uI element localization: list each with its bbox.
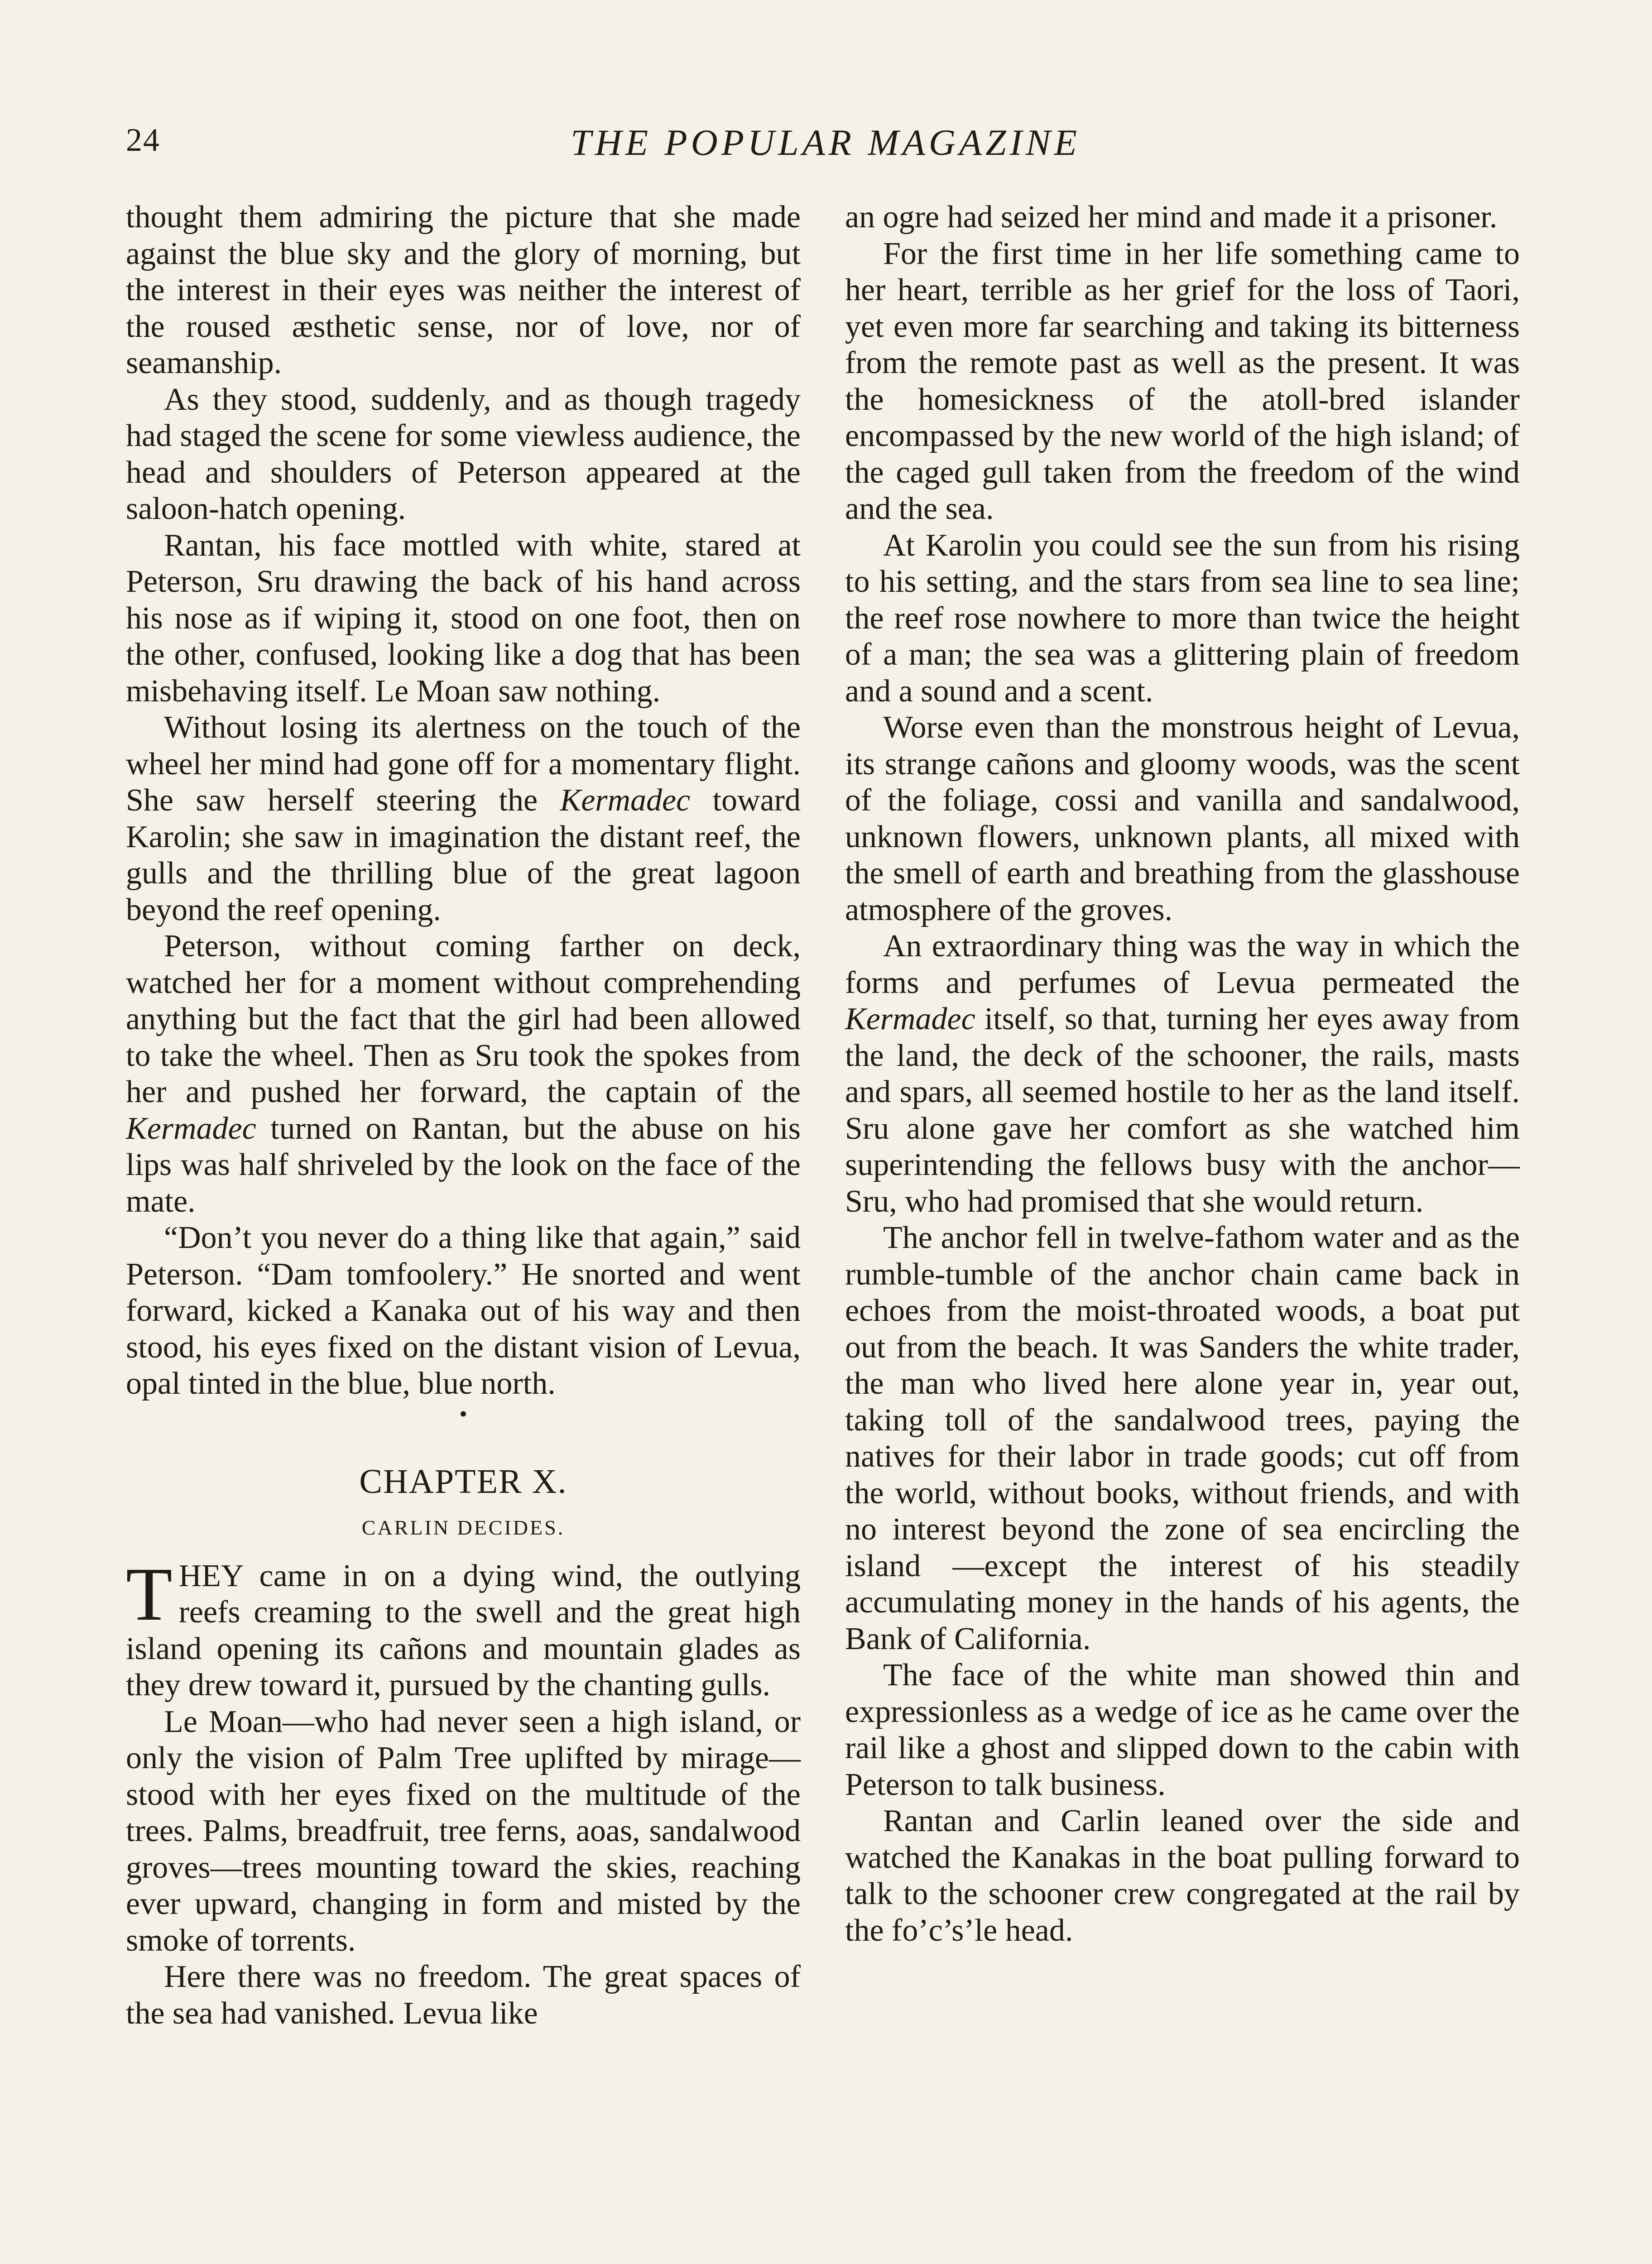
paragraph: At Karolin you could see the sun from his rising to his setting, and the stars from sea line to sea line; the reef rose nowhere to more than twice the height of a man; the sea was a glittering plain of freedom and a sound and a scent.: [845, 528, 1520, 709]
left-column: [126, 199, 801, 2032]
paragraph: Without losing its alertness on the touch of the wheel her mind had gone off for a momentary flight. She saw herself steering the Kermadec toward Karolin; she saw in imagination the distant reef, the gulls and the thrilling blue of the great lagoon beyond the reef opening.: [126, 710, 801, 927]
paragraph: Here there was no freedom. The great spaces of the sea had vanished. Levua like: [126, 1959, 801, 2031]
paragraph: For the first time in her life something came to her heart, terrible as her grief for the loss of Taori, yet even more far searching and taking its bitterness from the remote past as well as the present. It was the homesickness of the atoll-bred islander encompassed by the new world of the high island; of the caged gull taken from the freedom of the wind and the sea.: [845, 236, 1520, 526]
paragraph: An extraordinary thing was the way in which the forms and perfumes of Levua permeated the Kermadec itself, so that, turning her eyes away from the land, the deck of the schooner, the rails, masts and spars, all seemed hostile to her as the land itself. Sru alone gave her comfort as she watched him superintending the fellows busy with the anchor—Sru, who had promised that she would return.: [845, 929, 1520, 1219]
drop-cap: T: [126, 1552, 173, 1636]
page-number: 24: [126, 122, 160, 158]
section-separator: •: [459, 1401, 467, 1426]
paragraph: thought them admiring the picture that she made against the blue sky and the glory of morning, but the interest in their eyes was neither the interest of the roused æsthetic sense, nor of love, nor of seamanship.: [126, 200, 801, 380]
paragraph: Worse even than the monstrous height of Levua, its strange cañons and gloomy woods, was the scent of the foliage, cossi and vanilla and sandalwood, unknown flowers, unknown plants, all mixed with the smell of earth and breathing from the glasshouse atmosphere of the groves.: [845, 710, 1520, 927]
paragraph: an ogre had seized her mind and made it a prisoner.: [845, 200, 1498, 235]
paragraph: “Don’t you never do a thing like that again,” said Peterson. “Dam tomfoolery.” He snorted and went forward, kicked a Kanaka out of his way and then stood, his eyes fixed on the distant vision of Levua, opal tinted in the blue, blue north.: [126, 1220, 801, 1401]
chapter-opening-text: HEY came in on a dying wind, the outlying reefs creaming to the swell and the great high island opening its cañons and mountain glades as they drew toward it, pursued by the chanting gulls.: [126, 1558, 801, 1703]
paragraph: The face of the white man showed thin and expressionless as a wedge of ice as he came over the rail like a ghost and slipped down to the cabin with Peterson to talk business.: [845, 1658, 1520, 1802]
paragraph: As they stood, suddenly, and as though tragedy had staged the scene for some viewless audience, the head and shoulders of Peterson appeared at the saloon-hatch opening.: [126, 382, 801, 526]
page-header: [126, 121, 1525, 171]
magazine-title: THE POPULAR MAGAZINE: [571, 122, 1081, 163]
paragraph: Rantan and Carlin leaned over the side and watched the Kanakas in the boat pulling forward to talk to the schooner crew congregated at the rail by the fo’c’s’le head.: [845, 1804, 1520, 1948]
paragraph: Le Moan—who had never seen a high island, or only the vision of Palm Tree uplifted by mirage—stood with her eyes fixed on the multitude of the trees. Palms, breadfruit, tree ferns, aoas, sandalwood groves—trees mounting toward the skies, reaching ever upward, changing in form and misted by the smoke of torrents.: [126, 1704, 801, 1958]
paragraph: Rantan, his face mottled with white, stared at Peterson, Sru drawing the back of his hand across his nose as if wiping it, stood on one foot, then on the other, confused, looking like a dog that has been misbehaving itself. Le Moan saw nothing.: [126, 528, 801, 709]
paragraph: Peterson, without coming farther on deck, watched her for a moment without comprehending anything but the fact that the girl had been allowed to take the wheel. Then as Sru took the spokes from her and pushed her forward, the captain of the Kermadec turned on Rantan, but the abuse on his lips was half shriveled by the look on the face of the mate.: [126, 929, 801, 1219]
chapter-subtitle: CARLIN DECIDES.: [361, 1516, 565, 1539]
chapter-title: CHAPTER X.: [359, 1462, 567, 1501]
paragraph: The anchor fell in twelve-fathom water and as the rumble-tumble of the anchor chain came back in echoes from the moist-throated woods, a boat put out from the beach. It was Sanders the white trader, the man who lived here alone year in, year out, taking toll of the sandalwood trees, paying the natives for their labor in trade goods; cut off from the world, without books, without friends, and with no interest beyond the zone of sea encircling the island —except the interest of his steadily accumulating money in the hands of his agents, the Bank of California.: [845, 1220, 1520, 1656]
chapter-opening-paragraph: [126, 1552, 801, 1704]
right-column: [845, 199, 1520, 1949]
